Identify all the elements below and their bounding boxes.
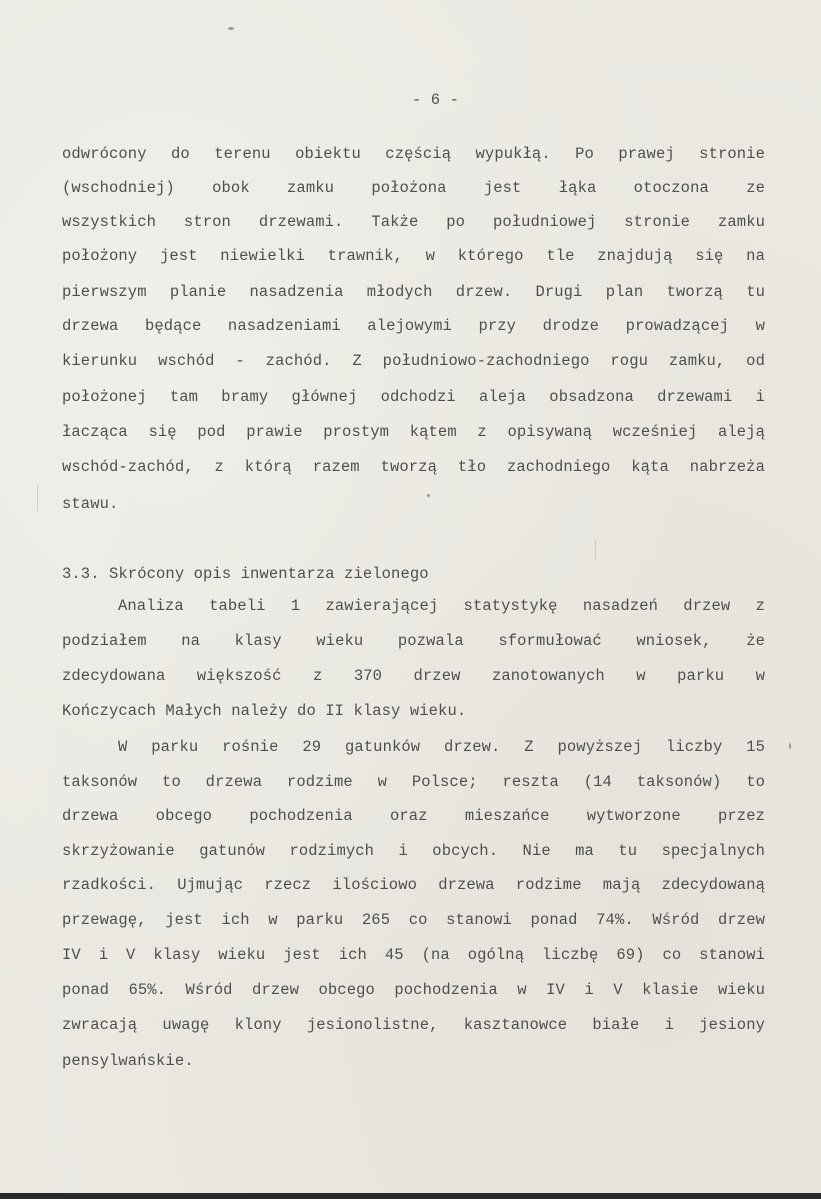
paragraph-3-line: pensylwańskie. (62, 1052, 194, 1070)
paragraph-1-line: stawu. (62, 495, 119, 513)
scan-speck (427, 494, 430, 497)
paragraph-3-line: przewagę, jest ich w parku 265 co stanowi ponad 74%. Wśród drzew (62, 911, 765, 929)
paragraph-1-line: pierwszym planie nasadzenia młodych drzew. Drugi plan tworzą tu (62, 283, 765, 301)
paragraph-1-line: (wschodniej) obok zamku położona jest łąka otoczona ze (62, 179, 765, 197)
paragraph-3-line: drzewa obcego pochodzenia oraz mieszańce wytworzone przez (62, 807, 765, 825)
paragraph-3-line: zwracają uwagę klony jesionolistne, kasztanowce białe i jesiony (62, 1016, 765, 1034)
paragraph-1-line: drzewa będące nasadzeniami alejowymi przy drodze prowadzącej w (62, 317, 765, 335)
section-heading: 3.3. Skrócony opis inwentarza zielonego (62, 565, 429, 583)
paragraph-3-line: rzadkości. Ujmując rzecz ilościowo drzewa rodzime mają zdecydowaną (62, 876, 765, 894)
paragraph-2-line: podziałem na klasy wieku pozwala sformułować wniosek, że (62, 632, 765, 650)
paragraph-3-line: skrzyżowanie gatunów rodzimych i obcych. Nie ma tu specjalnych (62, 842, 765, 860)
paragraph-1-line: wszystkich stron drzewami. Także po południowej stronie zamku (62, 213, 765, 231)
paragraph-2-line: zdecydowana większość z 370 drzew zanotowanych w parku w (62, 667, 765, 685)
paragraph-3-line: taksonów to drzewa rodzime w Polsce; reszta (14 taksonów) to (62, 773, 765, 791)
paragraph-1-line: kierunku wschód - zachód. Z południowo-zachodniego rogu zamku, od (62, 352, 765, 370)
page-bottom-edge (0, 1193, 821, 1199)
scan-streak (595, 540, 596, 560)
paragraph-1-line: wschód-zachód, z którą razem tworzą tło zachodniego kąta nabrzeża (62, 458, 765, 476)
paragraph-1-line: łacząca się pod prawie prostym kątem z opisywaną wcześniej aleją (62, 423, 765, 441)
scan-streak (37, 485, 38, 511)
paragraph-3-line: IV i V klasy wieku jest ich 45 (na ogólną liczbę 69) co stanowi (62, 946, 765, 964)
scan-speck (789, 743, 791, 749)
page-number-text: - 6 - (412, 91, 460, 109)
paragraph-2-line: Analiza tabeli 1 zawierającej statystykę nasadzeń drzew z (118, 597, 765, 615)
paragraph-1-line: odwrócony do terenu obiektu częścią wypukłą. Po prawej stronie (62, 145, 765, 163)
paragraph-1-line: położony jest niewielki trawnik, w którego tle znajdują się na (62, 247, 765, 265)
page-number (0, 87, 821, 113)
paragraph-1-line: położonej tam bramy głównej odchodzi aleja obsadzona drzewami i (62, 388, 765, 406)
paragraph-3-line: W parku rośnie 29 gatunków drzew. Z powyższej liczby 15 (118, 738, 765, 756)
paragraph-3-line: ponad 65%. Wśród drzew obcego pochodzenia w IV i V klasie wieku (62, 981, 765, 999)
scan-speck (228, 27, 234, 30)
paragraph-2-line: Kończycach Małych należy do II klasy wieku. (62, 702, 467, 720)
